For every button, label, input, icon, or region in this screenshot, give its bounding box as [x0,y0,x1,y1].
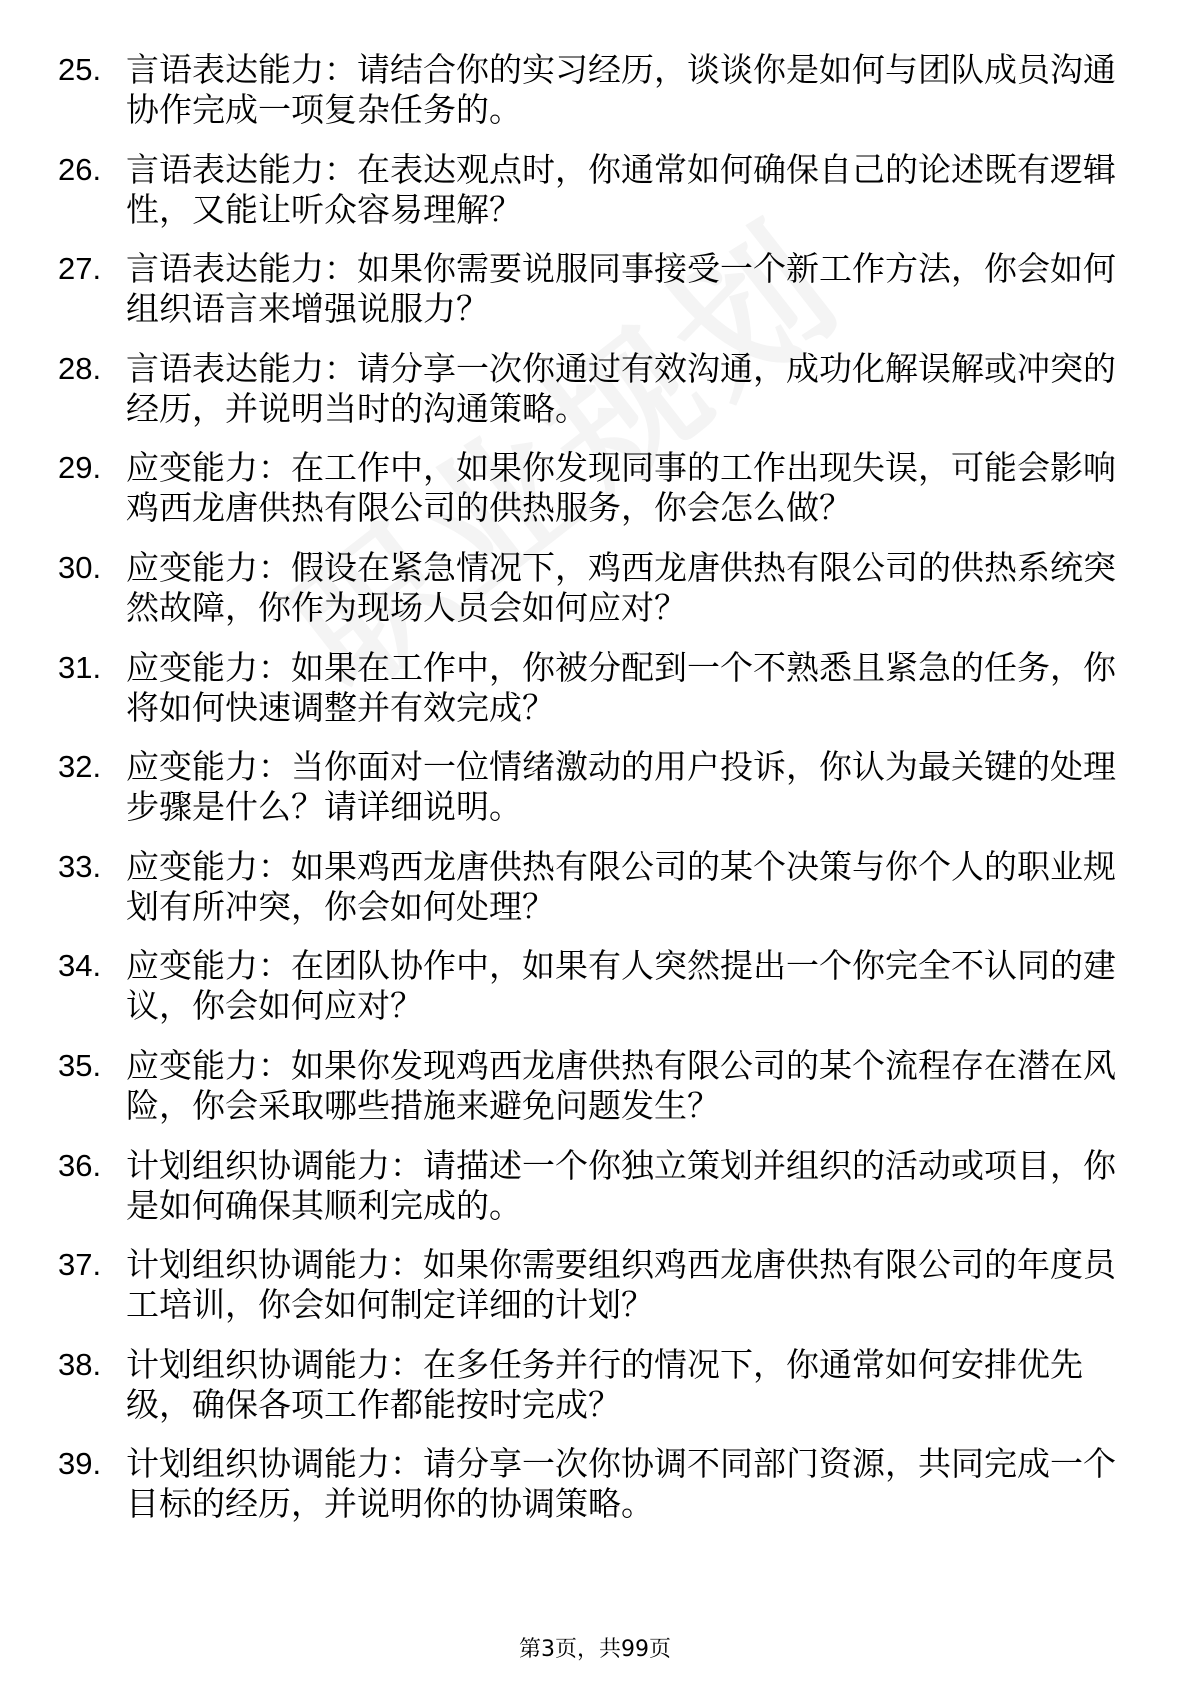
question-text: 言语表达能力：请分享一次你通过有效沟通，成功化解误解或冲突的经历，并说明当时的沟通策略。 [126,348,1116,428]
question-number: 33. [58,848,102,884]
question-text: 言语表达能力：在表达观点时，你通常如何确保自己的论述既有逻辑性，又能让听众容易理解？ [126,149,1116,229]
question-item [58,349,1138,429]
question-list [58,50,1138,1544]
question-number: 28. [58,350,102,386]
question-number: 39. [58,1446,102,1482]
question-item [58,448,1138,528]
question-text: 应变能力：如果鸡西龙唐供热有限公司的某个决策与你个人的职业规划有所冲突，你会如何处理？ [126,846,1116,926]
question-item [58,1444,1138,1524]
question-text: 计划组织协调能力：在多任务并行的情况下，你通常如何安排优先级，确保各项工作都能按时完成？ [126,1344,1083,1424]
question-text: 应变能力：在团队协作中，如果有人突然提出一个你完全不认同的建议，你会如何应对？ [126,946,1116,1026]
question-text: 应变能力：假设在紧急情况下，鸡西龙唐供热有限公司的供热系统突然故障，你作为现场人员会如何应对？ [126,547,1116,627]
question-text: 计划组织协调能力：请描述一个你独立策划并组织的活动或项目，你是如何确保其顺利完成的。 [126,1145,1116,1225]
question-number: 26. [58,151,102,187]
question-number: 32. [58,749,102,785]
question-text: 计划组织协调能力：如果你需要组织鸡西龙唐供热有限公司的年度员工培训，你会如何制定详细的计划？ [126,1245,1116,1325]
question-item [58,1245,1138,1325]
question-number: 31. [58,649,102,685]
question-item [58,1146,1138,1226]
question-text: 应变能力：当你面对一位情绪激动的用户投诉，你认为最关键的处理步骤是什么？请详细说明。 [126,747,1116,827]
question-text: 应变能力：在工作中，如果你发现同事的工作出现失误，可能会影响鸡西龙唐供热有限公司的供热服务，你会怎么做？ [126,448,1116,528]
question-text: 应变能力：如果在工作中，你被分配到一个不熟悉且紧急的任务，你将如何快速调整并有效完成？ [126,647,1116,727]
question-text: 计划组织协调能力：请分享一次你协调不同部门资源，共同完成一个目标的经历，并说明你的协调策略。 [126,1444,1116,1524]
question-number: 27. [58,251,102,287]
question-item [58,648,1138,728]
question-item [58,150,1138,230]
question-number: 29. [58,450,102,486]
question-number: 34. [58,948,102,984]
question-number: 38. [58,1346,102,1382]
question-item [58,946,1138,1026]
question-item [58,249,1138,329]
question-text: 言语表达能力：如果你需要说服同事接受一个新工作方法，你会如何组织语言来增强说服力？ [126,249,1116,329]
question-number: 30. [58,549,102,585]
question-item [58,548,1138,628]
question-text: 言语表达能力：请结合你的实习经历，谈谈你是如何与团队成员沟通协作完成一项复杂任务的。 [126,50,1116,129]
question-number: 36. [58,1147,102,1183]
question-item [58,50,1138,130]
question-number: 37. [58,1247,102,1283]
page-footer: 第3页，共99页 [519,1637,671,1662]
question-item [58,1046,1138,1126]
question-number: 25. [58,52,102,87]
question-item [58,847,1138,927]
question-number: 35. [58,1047,102,1083]
question-item [58,1345,1138,1425]
question-item [58,747,1138,827]
question-text: 应变能力：如果你发现鸡西龙唐供热有限公司的某个流程存在潜在风险，你会采取哪些措施来避免问题发生？ [126,1045,1116,1125]
